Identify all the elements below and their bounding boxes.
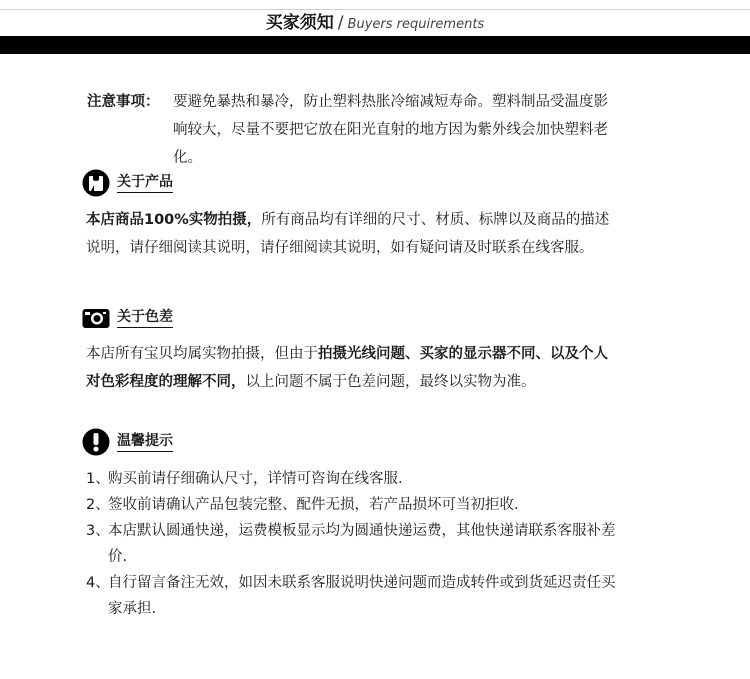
list-item [86, 466, 626, 492]
notice-label: 注意事项： [87, 94, 160, 110]
about-color-heading [82, 304, 173, 332]
about-product-title: 关于产品 [117, 173, 173, 193]
header-title-en: Buyers requirements [347, 17, 485, 32]
about-product-bold: 本店商品100%实物拍摄， [86, 212, 262, 228]
list-item [86, 570, 626, 622]
list-item [86, 518, 626, 570]
about-color-text1: 本店所有宝贝均属实物拍摄，但由于 [86, 346, 318, 362]
notice-text: 要避免暴热和暴冷，防止塑料热胀冷缩减短寿命。塑料制品受温度影响较大，尽量不要把它放在阳光直射的地方因为紫外线会加快塑料老化。 [173, 94, 608, 166]
list-item-number: 2、 [86, 497, 110, 513]
list-item-number: 4、 [86, 575, 110, 591]
list-item [86, 492, 626, 518]
about-product-body: 所有商品均有详细的尺寸、材质、标牌以及商品的描述说明，请仔细阅读其说明，请仔细阅读其说明，如有疑问请及时联系在线客服。 [86, 212, 610, 256]
list-item-text: 购买前请仔细确认尺寸，详情可咨询在线客服. [108, 471, 403, 487]
list-item-text: 自行留言备注无效，如因未联系客服说明快递问题而造成转件或到货延迟责任买家承担. [108, 575, 616, 617]
list-item-number: 3、 [86, 523, 110, 539]
about-color-title: 关于色差 [117, 308, 173, 328]
section-header [0, 8, 750, 33]
list-item-text: 签收前请确认产品包装完整、配件无损，若产品损坏可当初拒收. [108, 497, 519, 513]
list-item-text: 本店默认圆通快递，运费模板显示均为圆通快递运费，其他快递请联系客服补差价. [108, 523, 616, 565]
tips-list [86, 466, 626, 622]
tips-title: 温馨提示 [117, 432, 173, 452]
header-title-zh: 买家须知 [265, 13, 334, 33]
notice-block [87, 88, 627, 172]
about-color-text2: 以上问题不属于色差问题，最终以实物为准。 [245, 374, 536, 390]
tips-heading [82, 428, 173, 456]
list-item-number: 1、 [86, 471, 110, 487]
about-product-heading [82, 169, 173, 197]
about-color-text [86, 340, 621, 396]
header-slash: / [337, 13, 344, 33]
camera-icon [82, 304, 110, 332]
product-icon [82, 169, 110, 197]
about-color-bold: 拍摄光线问题、买家的显示器不同、以及个人对色彩程度的理解不同， [86, 346, 608, 390]
header-black-bar [0, 36, 750, 54]
about-product-text [86, 206, 621, 262]
exclamation-icon [82, 428, 110, 456]
